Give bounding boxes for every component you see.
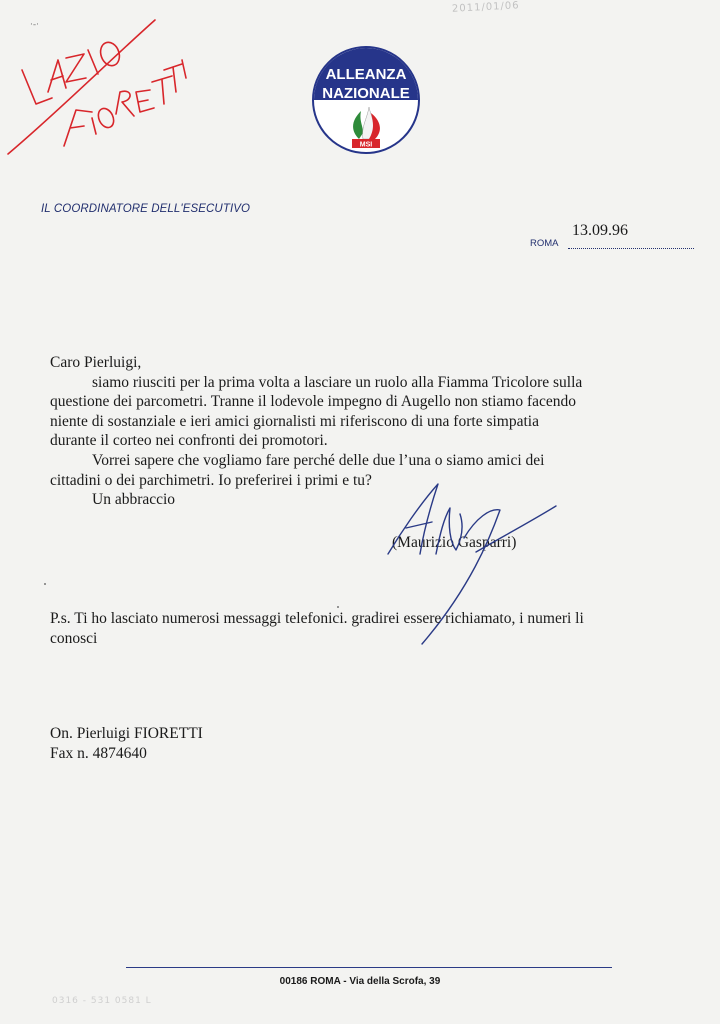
date-value: 13.09.96 [572, 222, 628, 239]
paragraph-line: Vorrei sapere che vogliamo fare perché delle due l’una o siamo amici dei [92, 451, 545, 469]
paper-speck [337, 606, 339, 608]
faint-stamp: 0316 - 531 0581 L [52, 996, 152, 1006]
postscript-line: conosci [50, 629, 98, 647]
paragraph-line: siamo riusciti per la prima volta a lasciare un ruolo alla Fiamma Tricolore sulla [92, 373, 583, 391]
postscript [50, 609, 650, 648]
emblem-text: MSI [359, 141, 373, 149]
corner-mark: ·-· [30, 20, 39, 30]
logo-text-line2: NAZIONALE [322, 85, 410, 102]
footer-rule [126, 967, 612, 968]
paragraph-line: cittadini o dei parchimetri. Io preferirei i primi e tu? [50, 471, 372, 489]
handwritten-annotation [0, 0, 200, 170]
paragraph-line: niente di sostanziale e ieri amici giornalisti mi riferiscono di una forte simpatia [50, 412, 539, 430]
paragraph-line: questione dei parcometri. Tranne il lodevole impegno di Augello non stiamo facendo [50, 393, 577, 411]
paragraph-line: durante il corteo nei confronti dei promotori. [50, 432, 328, 450]
date-dotted-line [568, 248, 694, 249]
recipient-block [50, 724, 350, 763]
date-line [530, 222, 700, 254]
salutation: Caro Pierluigi, [50, 354, 142, 371]
date-place: ROMA [530, 238, 559, 249]
party-logo [311, 45, 421, 155]
postscript-line: P.s. Ti ho lasciato numerosi messaggi telefonici. gradirei essere richiamato, i numeri li [50, 610, 584, 627]
pencil-archive-note: 2011/01/06 [451, 0, 520, 15]
office-title: IL COORDINATORE DELL'ESECUTIVO [41, 203, 251, 215]
paper-speck [44, 583, 46, 585]
logo-text-line1: ALLEANZA [325, 66, 407, 83]
footer-address: 00186 ROMA - Via della Scrofa, 39 [279, 976, 441, 987]
closing: Un abbraccio [92, 491, 176, 509]
recipient-name: On. Pierluigi FIORETTI [50, 725, 203, 742]
recipient-fax: Fax n. 4874640 [50, 744, 147, 762]
signature-name: (Maurizio Gasparri) [392, 534, 517, 551]
